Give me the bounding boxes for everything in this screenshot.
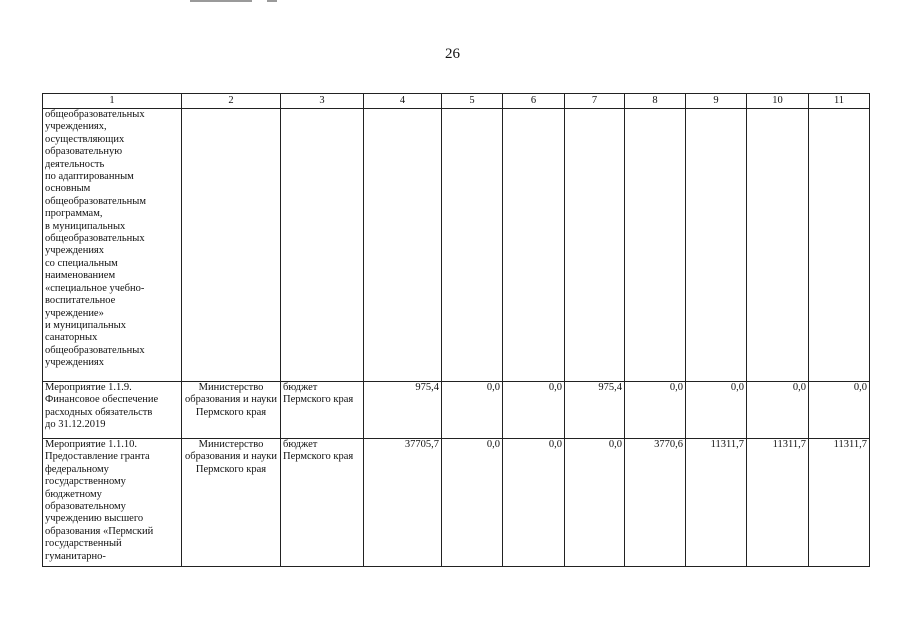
funding-source-cell	[281, 109, 364, 382]
measure-name: Мероприятие 1.1.10. Предоставление гранта федеральному государственному бюджетному образовательному учреждению высшего образования «Пермский государственный гуманитарно-	[45, 439, 154, 562]
measure-name-cell	[43, 109, 182, 382]
measure-name: общеобразовательных учреждениях, осуществляющих образовательную деятельность по адаптированным основным общеобразовательным программам, в муниципальных общеобразовательных учреждениях со специальным наименованием «специальное учебно- воспитательное учреждение» и муниципальных санаторных общеобразовательных учреждениях	[45, 109, 146, 369]
column-number-row	[43, 94, 870, 109]
measure-name-cell	[43, 439, 182, 567]
column-header: 3	[281, 94, 364, 109]
value-cell: 0,0	[809, 382, 870, 439]
value-cell	[442, 109, 503, 382]
value-cell-total: 37705,7	[364, 439, 442, 567]
column-header: 1	[43, 94, 182, 109]
funding-source-cell	[281, 382, 364, 439]
table-row-continuation	[43, 109, 870, 382]
column-header: 8	[625, 94, 686, 109]
value-cell: 0,0	[503, 439, 565, 567]
executor-cell	[182, 439, 281, 567]
value-cell	[364, 109, 442, 382]
funding-source: бюджет Пермского края	[283, 382, 354, 406]
executor-name: Министерство образования и науки Пермского края	[185, 382, 277, 418]
column-header: 4	[364, 94, 442, 109]
scan-edge-line-right	[267, 0, 277, 2]
value-cell: 0,0	[565, 439, 625, 567]
value-cell: 11311,7	[686, 439, 747, 567]
column-header: 7	[565, 94, 625, 109]
value-cell: 975,4	[565, 382, 625, 439]
value-cell-total: 975,4	[364, 382, 442, 439]
value-cell: 0,0	[747, 382, 809, 439]
value-cell: 0,0	[686, 382, 747, 439]
column-header: 2	[182, 94, 281, 109]
measure-name-cell	[43, 382, 182, 439]
executor-cell	[182, 382, 281, 439]
executor-name: Министерство образования и науки Пермского края	[185, 439, 277, 475]
value-cell: 0,0	[503, 382, 565, 439]
value-cell: 0,0	[442, 382, 503, 439]
value-cell: 3770,6	[625, 439, 686, 567]
table-row-measure-1-1-10	[43, 439, 870, 567]
page-number: 26	[445, 46, 460, 62]
value-cell	[809, 109, 870, 382]
measure-name: Мероприятие 1.1.9. Финансовое обеспечение расходных обязательств до 31.12.2019	[45, 382, 159, 431]
funding-source: бюджет Пермского края	[283, 439, 354, 463]
scan-edge-line-left	[190, 0, 252, 2]
table-row-measure-1-1-9	[43, 382, 870, 439]
value-cell	[625, 109, 686, 382]
column-header: 11	[809, 94, 870, 109]
value-cell	[747, 109, 809, 382]
value-cell: 0,0	[625, 382, 686, 439]
executor-cell	[182, 109, 281, 382]
value-cell: 0,0	[442, 439, 503, 567]
funding-source-cell	[281, 439, 364, 567]
column-header: 6	[503, 94, 565, 109]
value-cell: 11311,7	[809, 439, 870, 567]
column-header: 9	[686, 94, 747, 109]
value-cell	[503, 109, 565, 382]
column-header: 10	[747, 94, 809, 109]
value-cell	[686, 109, 747, 382]
budget-table	[42, 93, 870, 567]
value-cell	[565, 109, 625, 382]
column-header: 5	[442, 94, 503, 109]
value-cell: 11311,7	[747, 439, 809, 567]
